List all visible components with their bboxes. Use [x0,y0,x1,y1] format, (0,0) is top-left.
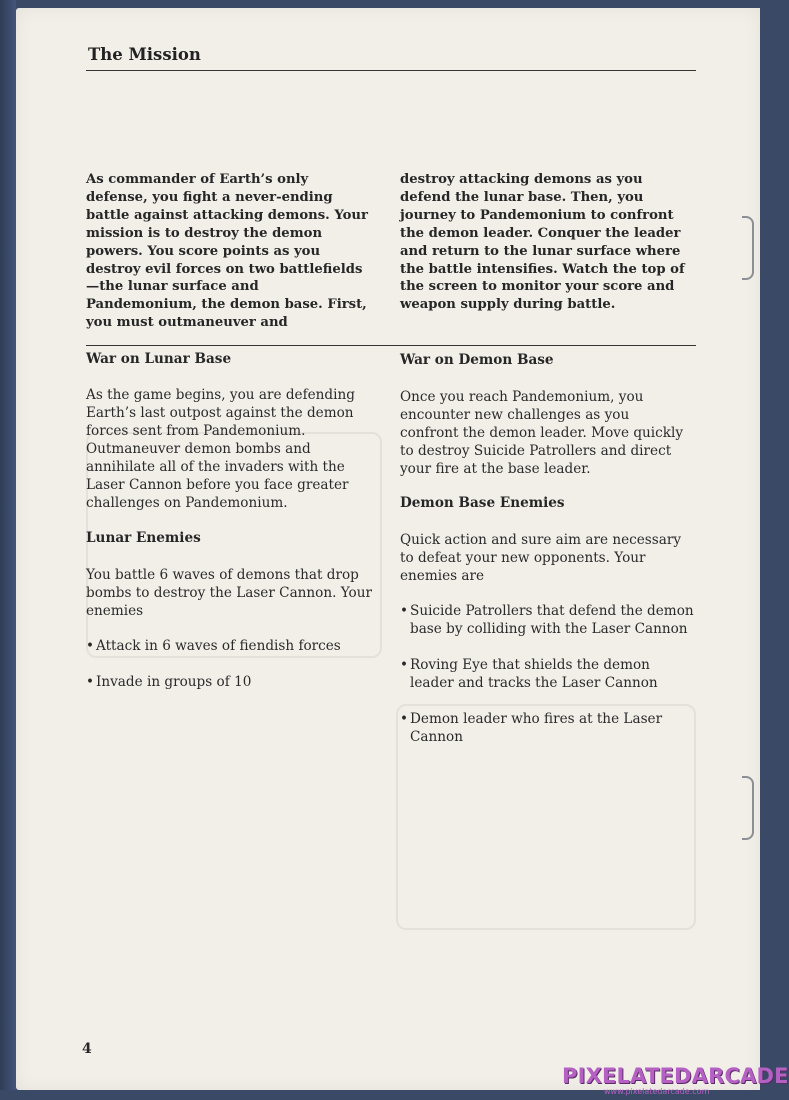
intro-left: As commander of Earth’s only defense, you fight a never-ending battle against attacking demons. Your mission is to destroy the demon powers. You score points as you destroy evil forces on two battlefields—the lunar surface and Pandemonium, the demon base. First, you must outmaneuver and [86,172,368,331]
heading-lunar-enemies: Lunar Enemies [86,530,201,546]
list-item: • Invade in groups of 10 [86,673,376,691]
intro-right: destroy attacking demons as you defend the lunar base. Then, you journey to Pandemonium to confront the demon leader. Conquer the leader and return to the lunar surface where the battle intensifies. Watch the top of the screen to monitor your score and weapon supply during battle. [400,172,685,313]
list-item: • Roving Eye that shields the demon leader and tracks the Laser Cannon [400,656,696,692]
list-item: • Attack in 6 waves of fiendish forces [86,637,376,655]
heading-demon-base-enemies: Demon Base Enemies [400,495,565,511]
lunar-enemies-body: You battle 6 waves of demons that drop bombs to destroy the Laser Cannon. Your enemies [86,567,372,619]
lunar-base-body: As the game begins, you are defending Earth’s last outpost against the demon forces sent from Pandemonium. Outmaneuver demon bombs and annihilate all of the invaders with the Laser Cannon before you face greater challenges on Pandemonium. [86,387,355,511]
watermark-logo: PIXELATEDARCADE [562,1064,789,1088]
demon-enemies-list [400,602,696,764]
list-item: • Suicide Patrollers that defend the demon base by colliding with the Laser Cannon [400,602,696,638]
binding-ring [742,776,754,840]
watermark-url: www.pixelatedarcade.com [604,1087,710,1096]
list-item: • Demon leader who fires at the Laser Cannon [400,710,696,746]
page-number: 4 [82,1041,92,1057]
demon-base-body: Once you reach Pandemonium, you encounter new challenges as you confront the demon leader. Move quickly to destroy Suicide Patrollers and direct your fire at the base leader. [400,389,684,477]
lunar-enemies-list [86,637,376,709]
page-title: The Mission [88,45,201,64]
section-divider [86,345,696,346]
heading-war-on-lunar-base: War on Lunar Base [86,351,232,367]
binder-edge [0,0,16,1100]
binding-ring [742,216,754,280]
heading-war-on-demon-base: War on Demon Base [400,352,554,368]
title-rule [86,70,696,71]
demon-enemies-body: Quick action and sure aim are necessary to defeat your new opponents. Your enemies are [400,532,682,584]
